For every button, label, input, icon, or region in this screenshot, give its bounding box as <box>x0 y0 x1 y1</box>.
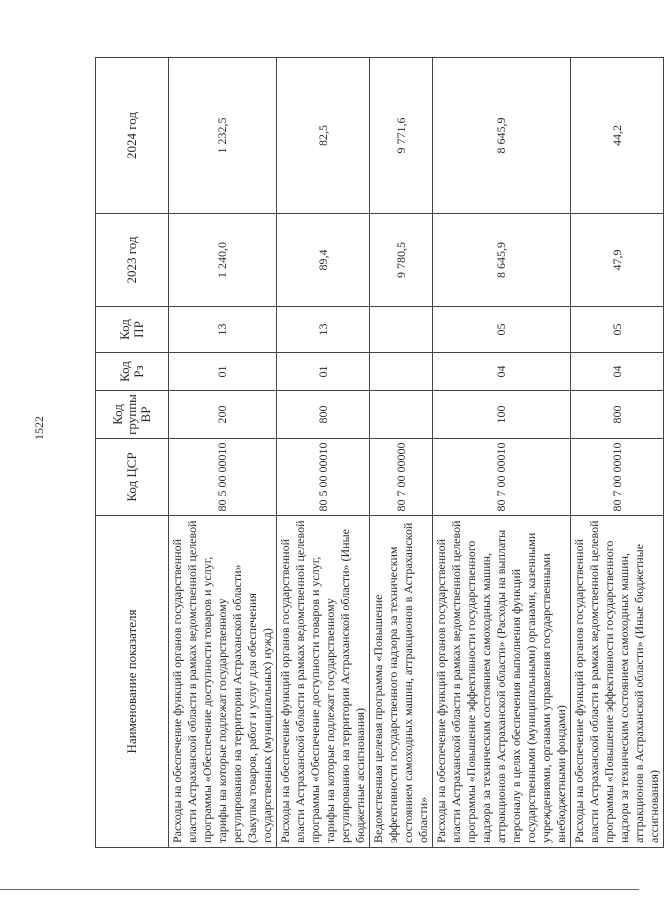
row-csr: 80 7 00 00010 <box>571 439 664 516</box>
header-rz: Код Рз <box>96 353 169 391</box>
row-name: Ведомственная целевая программа «Повышение эффективности государственного надзора за техническим состоянием самоходных машин, аттракционов в Астраханской области» <box>370 516 433 848</box>
row-rz: 01 <box>169 353 277 391</box>
table-header-row <box>96 58 169 848</box>
header-csr: Код ЦСР <box>96 439 169 516</box>
header-pr: Код ПР <box>96 307 169 353</box>
row-rz: 04 <box>433 353 571 391</box>
row-2023: 8 645,9 <box>433 214 571 307</box>
table-row <box>571 58 664 848</box>
row-name: Расходы на обеспечение функций органов государственной власти Астраханской области в рамках ведомственной целевой программы «Обеспечение доступности товаров и услуг, тарифы на которые подлежат государственному регулированию на территории Астраханской области» (Иные бюджетные ассигнования) <box>277 516 370 848</box>
row-pr: 05 <box>433 307 571 353</box>
row-rz <box>370 353 433 391</box>
row-vr <box>370 391 433 439</box>
row-pr: 13 <box>169 307 277 353</box>
row-2024: 8 645,9 <box>433 58 571 214</box>
row-vr: 800 <box>277 391 370 439</box>
row-csr: 80 7 00 00000 <box>370 439 433 516</box>
row-csr: 80 5 00 00010 <box>169 439 277 516</box>
row-vr: 800 <box>571 391 664 439</box>
bottom-divider <box>0 889 639 890</box>
row-vr: 100 <box>433 391 571 439</box>
table-row <box>433 58 571 848</box>
row-rz: 01 <box>277 353 370 391</box>
row-2024: 9 771,6 <box>370 58 433 214</box>
row-name: Расходы на обеспечение функций органов государственной власти Астраханской области в рамках ведомственной целевой программы «Повышение эффективности государственного надзора за техническим состоянием самоходных машин, аттракционов в Астраханской области» (Иные бюджетные ассигнования) <box>571 516 664 848</box>
header-2024: 2024 год <box>96 58 169 214</box>
row-2024: 1 232,5 <box>169 58 277 214</box>
row-pr: 05 <box>571 307 664 353</box>
row-2023: 89,4 <box>277 214 370 307</box>
row-2023: 47,9 <box>571 214 664 307</box>
rotated-page-content <box>95 58 661 848</box>
table-row <box>169 58 277 848</box>
budget-table <box>95 57 664 848</box>
row-2023: 9 780,5 <box>370 214 433 307</box>
row-rz: 04 <box>571 353 664 391</box>
header-vr: Код группы ВР <box>96 391 169 439</box>
row-name: Расходы на обеспечение функций органов государственной власти Астраханской области в рамках ведомственной целевой программы «Обеспечение доступности товаров и услуг, тарифы на которые подлежат государственному регулированию на территории Астраханской области» (Закупка товаров, работ и услуг для обеспечения государственных (муниципальных) нужд) <box>169 516 277 848</box>
row-name: Расходы на обеспечение функций органов государственной власти Астраханской области в рамках ведомственной целевой программы «Повышение эффективности государственного надзора за техническим состоянием самоходных машин, аттракционов в Астраханской области» (Расходы на выплаты персоналу в целях обеспечения выполнения функций государственными (муниципальными) органами, казенными учреждениями, органами управления государственными внебюджетными фондами) <box>433 516 571 848</box>
table-row <box>277 58 370 848</box>
row-2024: 82,5 <box>277 58 370 214</box>
row-csr: 80 7 00 00010 <box>433 439 571 516</box>
row-vr: 200 <box>169 391 277 439</box>
row-csr: 80 5 00 00010 <box>277 439 370 516</box>
row-pr <box>370 307 433 353</box>
page-number: 1522 <box>32 416 46 440</box>
header-2023: 2023 год <box>96 214 169 307</box>
row-pr: 13 <box>277 307 370 353</box>
row-2023: 1 240,0 <box>169 214 277 307</box>
table-row <box>370 58 433 848</box>
row-2024: 44,2 <box>571 58 664 214</box>
header-name: Наименование показателя <box>96 516 169 848</box>
